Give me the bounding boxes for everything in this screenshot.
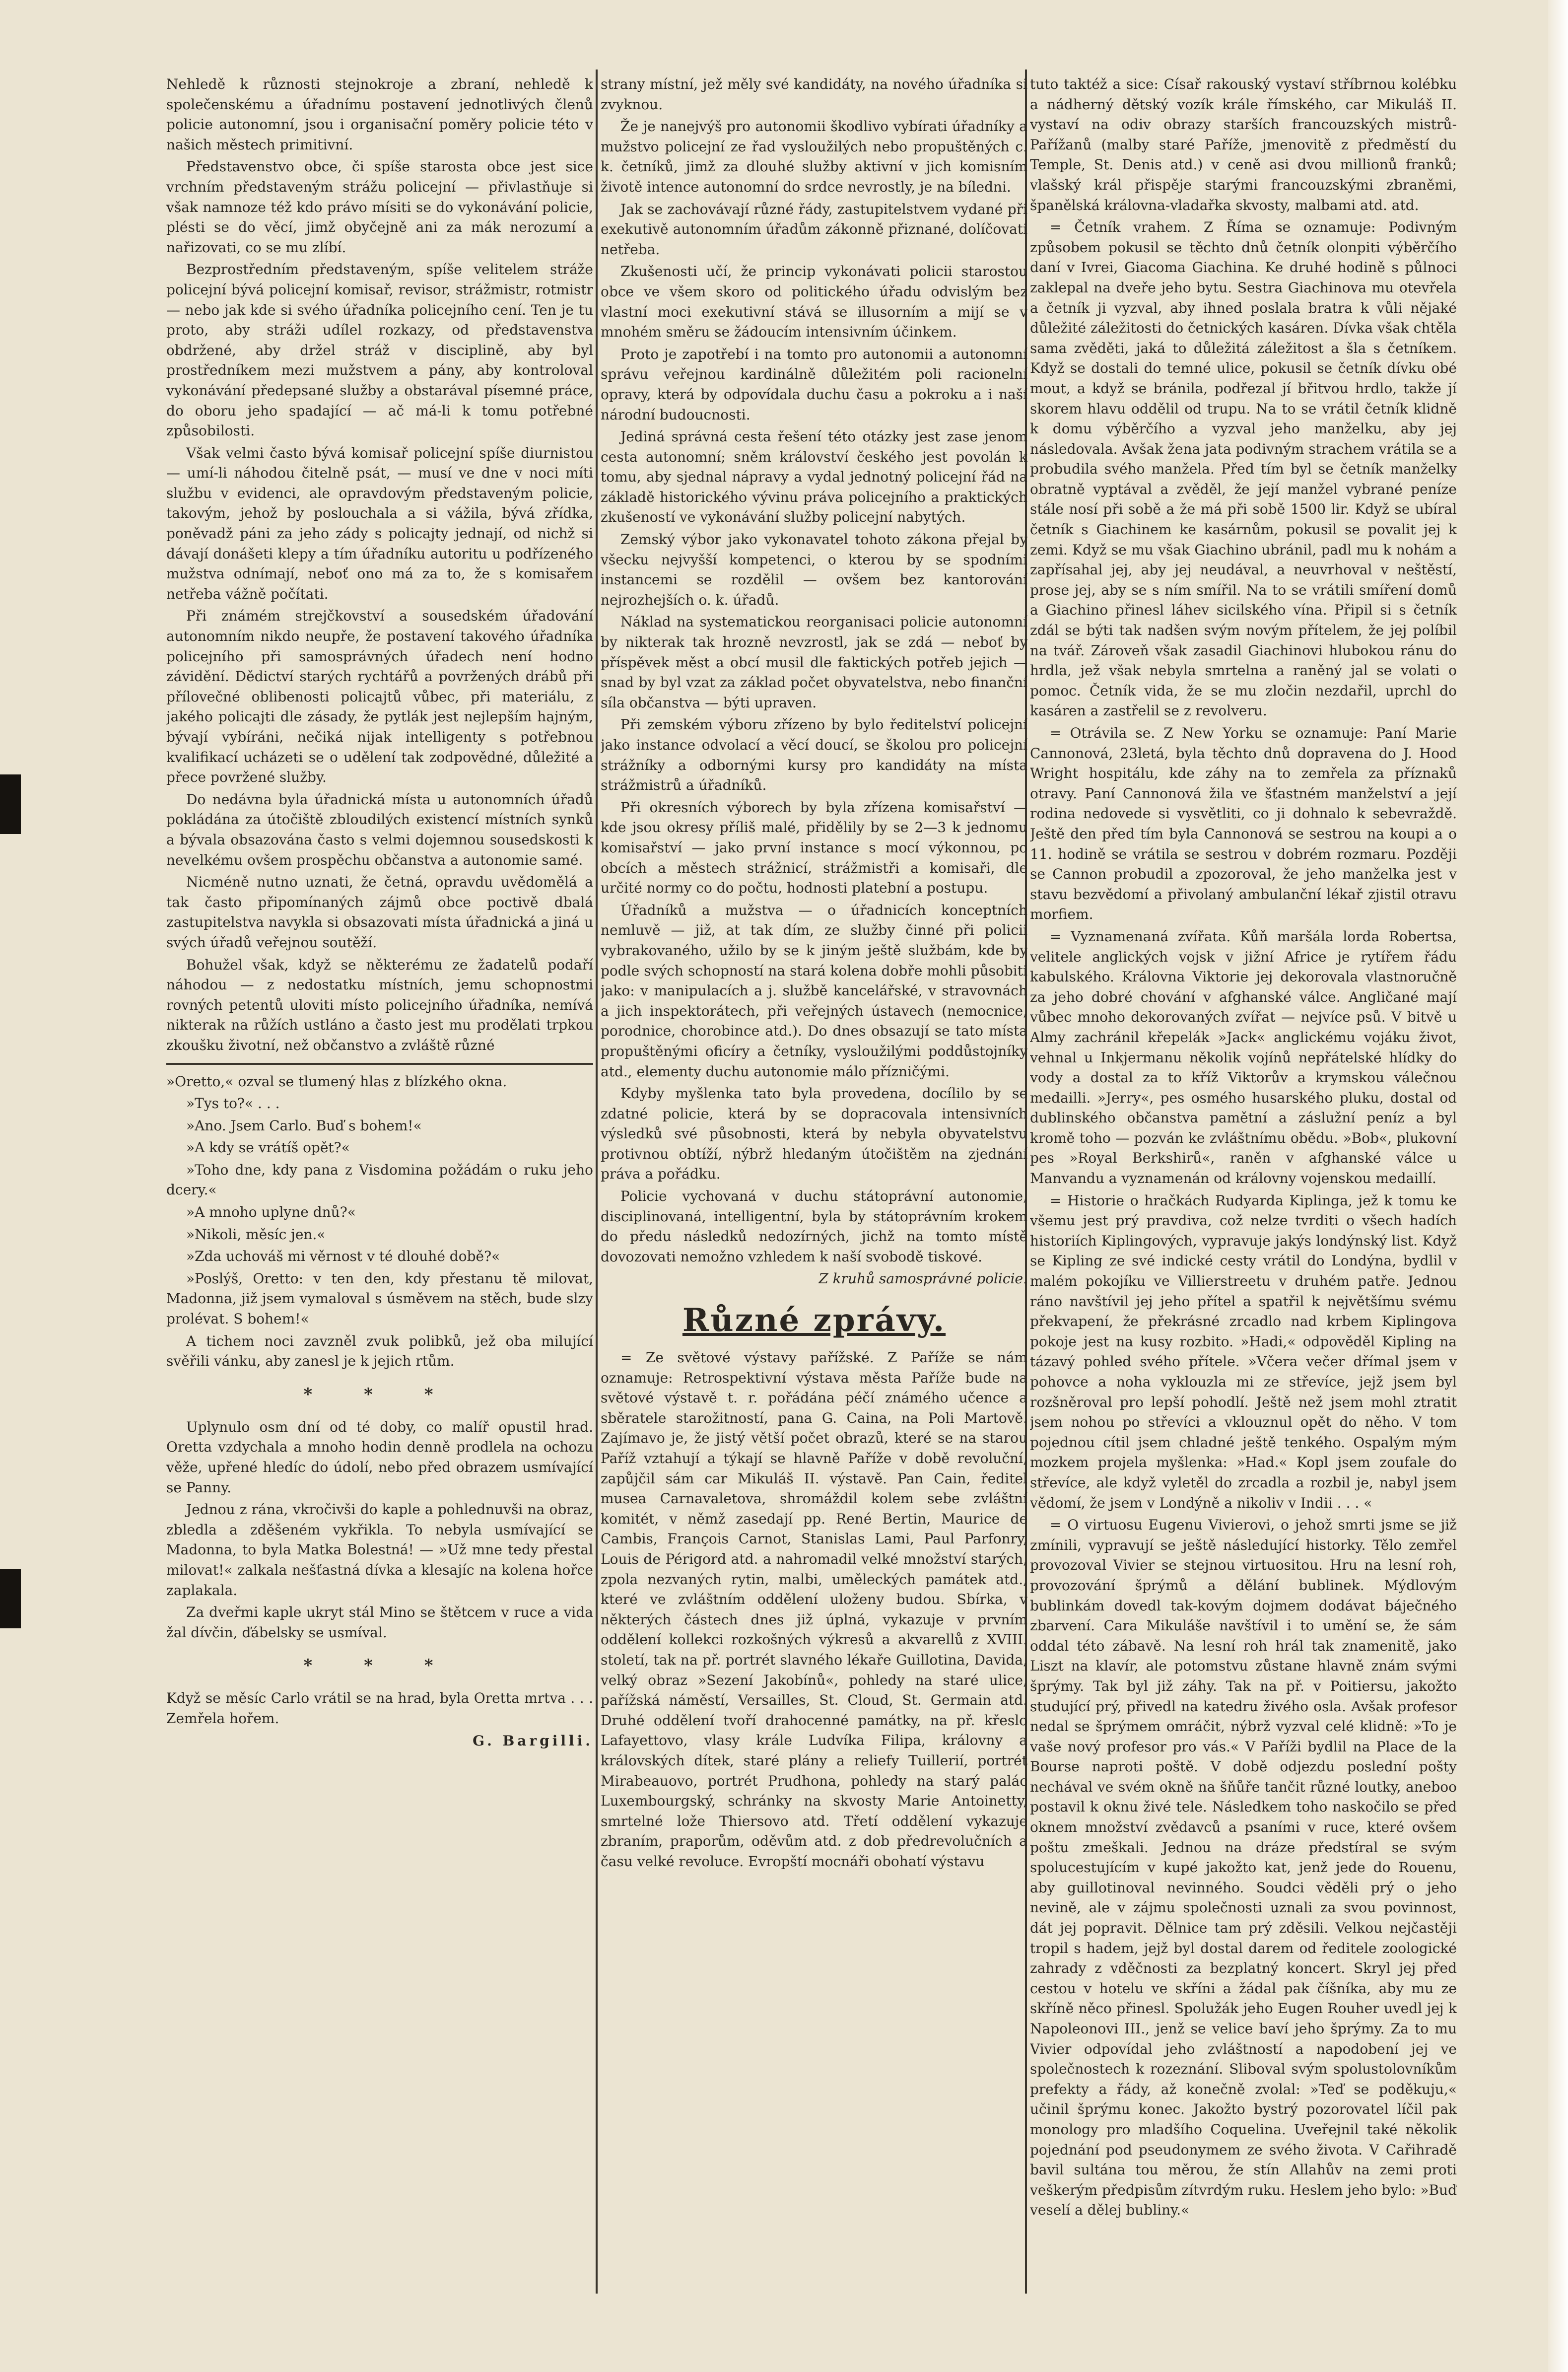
column-right [1030, 74, 1457, 2284]
paragraph: »Toho dne, kdy pana z Visdomina požádám o ruku jeho dcery.« [166, 1161, 593, 1198]
page-edge-mark [0, 774, 21, 834]
paragraph: G. Bargilli. [473, 1732, 593, 1749]
paragraph: = O virtuosu Eugenu Vivierovi, o jehož smrti jsme se již zmínili, vypravují se ještě následující historky. Tělo zemřel provozoval Vivier se stejnou virtuositou. Hru na lesní roh, provozování šprýmů a dělání bublinek. Mýdlovým bublinkám dovedl tak-kovým dojmem dodávat báječného zbarvení. Cara Mikuláše navštívil i to umění se, že sám oddal této zábavě. Na lesní roh hrál tak znamenitě, jako Liszt na klavír, ale potomstvu zůstane hlavně znám svými šprýmy. Tak byl již záhy. Tak na př. v Poitiersu, jakožto studující prý, přivedl na katedru živého osla. Avšak profesor nedal se šprýmem omráčit, nýbrž vyzval celé klidně: »To je vaše nový profesor pro vás.« V Paříži bydlil na Place de la Bourse naproti poště. V době odjezdu poslední pošty nechával ve svém okně na šňůře tančit různé loutky, aneboo postavil k oknu živé tele. Následkem toho naskočilo se před oknem množství zvědavců a psaními v ruce, které ovšem poštu zmeškali. Jednou na dráze předstíral se svým spolucestujícím v kupé jakožto kat, jenž jede do Rouenu, aby guillotinoval nevinného. Soudci věděli prý o jeho nevině, ale v zájmu společnosti uznali za svou povinnost, dát jej popravit. Dělnice tam prý zděsili. Velkou nejčastěji tropil s hadem, jejž byl dostal darem od ředitele zoologické zahrady z vděčnosti za bezplatný koncert. Skryl jej před cestou v hotelu ve skříni a žádal pak číšníka, aby mu ze skříně něco přinesl. Spolužák jeho Eugen Rouher uvedl jej k Napoleonovi III., jenž se velice baví jeho šprýmy. Za to mu Vivier odpovídal jeho zvláštností a napodobení jej ve společnostech k rozeznání. Sliboval svým spolustolovníkům prefekty a řády, až konečně zvolal: »Teď se poděkuju,« učinil šprýmu konec. Jakožto bystrý pozorovatel líčil pak monology pro mladšího Coquelina. Uveřejnil také několik pojednání pod pseudonymem ze svého života. V Cařihradě bavil sultána tou měrou, že stín Allahův na zemi proti veškerým předpisům zítvrdým ruku. Heslem jeho bylo: »Buď veselí a dělej bubliny.« [1030, 1517, 1457, 2219]
paragraph: Náklad na systematickou reorganisaci policie autonomní by nikterak tak hrozně nevzrostl, jak se zdá — neboť by příspěvek měst a obcí musil dle faktických potřeb jejich — snad by byl vzat za základ počet obyvatelstva, nebo finanční síla občanstva — býti upraven. [601, 614, 1027, 711]
paragraph: tuto taktéž a sice: Císař rakouský vystaví stříbrnou kolébku a nádherný dětský vozík krále římského, car Mikuláš II. vystaví na odiv obrazy starších francouzských mistrů-Pařížanů (malby staré Paříže, jmenovitě z předměstí du Temple, St. Denis atd.) v ceně asi dvou millionů franků; vlašský král přispěje starými francouzskými zbraněmi, španělská královna-vladařka skvosty, malbami atd. atd. [1030, 76, 1457, 213]
paragraph: »Tys to?« . . . [186, 1095, 280, 1112]
paragraph: Za dveřmi kaple ukryt stál Mino se štětcem v ruce a vida žal dívčin, ďábelsky se usmíval. [166, 1604, 593, 1641]
paragraph: Do nedávna byla úřadnická místa u autonomních úřadů pokládána za útočiště zbloudilých existencí místních synků a bývala obsazována často s velmi dojemnou sousedskosti k nevelkému ovšem prospěchu občanstva a autonomie samé. [166, 791, 593, 868]
paragraph: Policie vychovaná v duchu státoprávní autonomie, disciplinovaná, intelligentní, byla by státoprávním krokem do předu následků nedozírných, jichž na tomto místě dovozovati nemožno vzhledem k naší svobodě tiskové. [601, 1188, 1027, 1265]
paragraph: »A kdy se vrátíš opět?« [186, 1139, 350, 1156]
paragraph: Nicméně nutno uznati, že četná, opravdu uvědomělá a tak často připomínaných zájmů obce poctivě dbalá zastupitelstva navykla si obsazovati místa úřadnická a jiná u svých úřadů veřejnou soutěží. [166, 874, 593, 951]
paragraph: Z kruhů samosprávné policie. [818, 1270, 1027, 1287]
paragraph: Bohužel však, když se některému ze žadatelů podaří náhodou — z nedostatku místních, jemu schopnostmi rovných petentů uloviti místo policejního úřadníka, nemívá nikterak na růžích ustláno a často jest mu prodělati trpkou zkoušku životní, než občanstvo a zvláště různé [166, 956, 593, 1053]
paragraph: Při zemském výboru zřízeno by bylo ředitelství policejní jako instance odvolací a věcí doucí, se školou pro policejní strážníky a odbornými kursy pro kandidáty na místa strážmistrů a úřadníků. [601, 716, 1027, 794]
page-edge-mark [0, 1569, 21, 1628]
paragraph: Když se měsíc Carlo vrátil se na hrad, byla Oretta mrtva . . . Zemřela hořem. [166, 1690, 593, 1727]
article-police-part2 [601, 74, 1027, 1289]
paragraph: Jak se zachovávají různé řády, zastupitelstvem vydané při exekutivě autonomním úřadům zákonně přiznané, dolíčovati netřeba. [601, 201, 1027, 258]
story-ending [166, 1688, 593, 1751]
column-left [166, 74, 593, 2284]
paragraph: Že je nanejvýš pro autonomii škodlivo vybírati úřadníky a mužstvo policejní ze řad vysloužilých nebo propuštěných c. k. četníků, jimž za dlouhé služby aktivní v jich komisním životě intence autonomní do srdce nevrostly, je na bíledni. [601, 118, 1027, 195]
paragraph: Zkušenosti učí, že princip vykonávati policii starostou obce ve všem skoro od politického úřadu odvislým bez vlastní moci exekutivní stává se illusorním a mijí se v mnohém směru se žádoucím intensivním účinkem. [601, 263, 1027, 341]
story-continuation [166, 1417, 593, 1643]
paragraph: »Zda uchováš mi věrnost v té dlouhé době?« [186, 1248, 500, 1265]
paragraph: Uplynulo osm dní od té doby, co malíř opustil hrad. Oretta vzdychala a mnoho hodin denně prodlela na ochozu věže, upřené hledíc do údolí, nebo před obrazem usmívající se Panny. [166, 1418, 593, 1496]
column-middle [601, 74, 1027, 2284]
article-police-part1 [166, 74, 593, 1056]
paragraph: Však velmi často bývá komisař policejní spíše diurnistou — umí-li náhodou čitelně psát, — musí ve dne v noci míti službu v evidenci, ale opravdovým představeným policie, takovým, jehož by poslouchala a si vážila, bývá zřídka, poněvadž páni za jeho zády s policajty jednají, od nichž si dávají donášeti klepy a tím úřadníku autoritu u podřízeného mužstva odnímají, neboť ono má za to, že s komisařem netřeba vážně počítati. [166, 444, 593, 602]
separator [166, 1063, 593, 1065]
paragraph: Nehledě k různosti stejnokroje a zbraní, nehledě k společenskému a úřadnímu postavení jednotlivých členů policie autonomní, jsou i organisační poměry policie této v našich městech primitivní. [166, 76, 593, 153]
paragraph: Kdyby myšlenka tato byla provedena, docílilo by se zdatné policie, která by se dopracovala intensivních výsledků své působnosti, která by nebyla obyvatelstvu protivnou obtíží, nýbrž hledaným útočištěm na zjednání práva a pořádku. [601, 1085, 1027, 1183]
story-dialogue [166, 1072, 593, 1372]
paragraph: Proto je zapotřebí i na tomto pro autonomii a autonomní správu veřejnou kardinálně důležitém poli racionelní opravy, která by odpovídala duchu času a pokroku a i naší národní budoucnosti. [601, 346, 1027, 423]
paragraph: Při známém strejčkovství a sousedském úřadování autonomním nikdo neupře, že postavení takového úřadníka policejního při samosprávných úřadech není hodno závidění. Dědictví starých rychtářů a povržených drábů při přílovečné oblibenosti policajtů vůbec, při materiálu, z jakého policajti dle zásady, že pytlák jest nejlepším hajným, bývají vybíráni, nečiká nijak intelligenty s potřebnou kvalifikací ucházeti se o udělení tak zodpovědné, důležité a přece povržené služby. [166, 608, 593, 786]
column-rule [596, 70, 598, 2294]
paragraph: »Poslýš, Oretto: v ten den, kdy přestanu tě milovat, Madonna, již jsem vymaloval s úsměvem na stěch, bude slzy prolévat. S bohem!« [166, 1270, 593, 1327]
paragraph: = Otrávila se. Z New Yorku se oznamuje: Paní Marie Cannonová, 23letá, byla těchto dnů dopravena do J. Hood Wright hospitálu, kde záhy na to zemřela za příznaků otravy. Paní Cannonová žila ve šťastném manželství a její rodina nedovede si vysvětliti, co ji dohnalo k sebevraždě. Ještě den před tím byla Cannonová se sestrou na koupi a o 11. hodině se vrátila se sestrou v dobrém rozmaru. Později se Cannon probudil a zpozoroval, že jeho manželka jest v stavu bezvědomí a přivolaný ambulanční lékař zjistil otravu morfiem. [1030, 725, 1457, 923]
paragraph: A tichem noci zavzněl zvuk polibků, jež oba milující svěřili vánku, aby zanesl je k jejich rtům. [166, 1332, 593, 1370]
paragraph: »Nikoli, měsíc jen.« [186, 1226, 326, 1243]
news-items [601, 1348, 1027, 1872]
paragraph: Bezprostředním představeným, spíše velitelem stráže policejní bývá policejní komisař, revisor, strážmistr, rotmistr — nebo jak kde si svého úřadníka policejního cení. Ten je tu proto, aby stráži udílel rozkazy, od představenstva obdržené, aby držel stráž v disciplině, aby byl prostředníkem mezi mužstvem a pány, aby kontroloval vykonávání předepsané služby a obstarával písemné práce, do oboru jeho spadající — ač má-li k tomu potřebné způsobilosti. [166, 261, 593, 439]
news-items-continued [1030, 74, 1457, 2221]
section-stars: * * * [303, 1656, 456, 1676]
paragraph: = Ze světové výstavy pařížské. Z Paříže se nám oznamuje: Retrospektivní výstava města Paříže bude na světové výstavě t. r. pořádána péčí známého učence a sběratele starožitností, pana G. Caina, na Poli Martově. Zajímavo je, že jistý větší počet obrazů, které se na starou Paříž vztahují a týkají se hlavně Paříže v době revoluční, zapůjčil sám car Mikuláš II. výstavě. Pan Cain, ředitel musea Carnavaletova, shromáždil kolem sebe zvláštní komitét, v němž zasedají pp. René Bertin, Maurice de Cambis, François Carnot, Stanislas Lami, Paul Parfonry, Louis de Périgord atd. a nahromadil velké množství starých, zpola nezvaných rytin, malbi, uměleckých památek atd., které ve zvláštním oddělení uloženy budou. Sbírka, v některých částech dnes již úplná, vykazuje v prvním oddělení kollekci rozkošných výkresů a akvarellů z XVIII. století, tak na př. portrét slavného lékaře Guillotina, Davida, velký obraz »Sezení Jakobínů«, pohledy na staré ulice, pařížská náměstí, Versailles, St. Cloud, St. Germain atd. Druhé oddělení tvoří drahocenné památky, na př. křeslo Lafayettovo, vlasy krále Ludvíka Filipa, královny a královských dítek, staré plány a reliefy Tuillerií, portrét Mirabeauovo, portrét Prudhona, pohledy na starý palác Luxembourgský, schránky na skvosty Marie Antoinetty, smrtelné lože Thiersovo atd. Třetí oddělení vykazuje zbraním, praporům, oděvům atd. z dob předrevolučních a času velké revoluce. Evropští mocnáři obohatí výstavu [601, 1349, 1027, 1870]
paragraph: Při okresních výborech by byla zřízena komisařství — kde jsou okresy příliš malé, přidělily by se 2—3 k jednomu komisařství — jako první instance s mocí výkonnou, po obcích a městech strážnicí, strážmistři a komisaři, dle určité normy co do počtu, hodnosti platební a postupu. [601, 799, 1027, 897]
paragraph: = Historie o hračkách Rudyarda Kiplinga, jež k tomu ke všemu jest prý pravdiva, což nelze tvrditi o všech hadích historiích Kiplingových, vypravuje jakýs londýnský list. Když se Kipling ze své indické cesty vrátil do Londýna, bydlil v malém pokojíku ve Villierstreetu v druhém patře. Jednou ráno navštívil jej jeho přítel a spatřil k největšímu svému překvapení, že překrásné zrcadlo nad krbem Kiplingova pokoje jest na kusy rozbito. »Hadi,« odpověděl Kipling na tázavý pohled svého přítele. »Včera večer dřímal jsem v pohovce a noha vyklouzla mi ze střevíce, jejž jsem byl rozšněroval pro lepší pohodlí. Ještě než jsem mohl ztratit jsem nohou po střevíci a vklouznul opět do něho. V tom pojednou cítil jsem chladné ještě tenkého. Ospalým mým mozkem projela myšlenka: »Had.« Kopl jsem zoufale do střevíce, ale když vyletěl do zrcadla a rozbil je, nabyl jsem vědomí, že jsem v Londýně a nikoliv v Indii . . . « [1030, 1192, 1457, 1511]
paragraph: »Oretto,« ozval se tlumený hlas z blízkého okna. [166, 1073, 507, 1090]
paragraph: Jediná správná cesta řešení této otázky jest zase jenom cesta autonomní; sněm království českého jest povolán k tomu, aby sjednal nápravy a vydal jednotný policejní řád na základě historického vývinu práva policejního a praktických zkušeností ve vykonávání služby policejní nabytých. [601, 428, 1027, 526]
section-title: Různé zprávy. [682, 1302, 946, 1339]
paragraph: Představenstvo obce, či spíše starosta obce jest sice vrchním představeným strážu policejní — přivlastňuje si však namnoze též kdo právo mísiti se do vykonávání policie, plésti se do věcí, jimž obyčejně ani za mák nerozumí a nařizovati, co se mu zlíbí. [166, 158, 593, 256]
page-edge [1548, 0, 1568, 2372]
paragraph: = Vyznamenaná zvířata. Kůň maršála lorda Robertsa, velitele anglických vojsk v jižní Africe je rytířem řádu kabulského. Královna Viktorie jej dekorovala vlastnoručně za jeho dobré chování v afghanské válce. Angličané mají vůbec mnoho dekorovaných zvířat — nejvíce psů. V bitvě u Almy zachránil křepelák »Jack« anglickému vojáku život, vehnal u Inkjermanu několik vojínů nepřátelské hlídky do vody a dostal za to kříž Viktorův a krymskou válečnou medailli. »Jerry«, pes osmého husarského pluku, dostal od dublinského občanstva pamětní a záslužní peníz a byl kromě toho — pozván ke zvláštnímu obědu. »Bob«, plukovní pes »Royal Berkshirů«, raněn v afghanské válce u Manvandu a vyznamenán od královny vojenskou medaillí. [1030, 928, 1457, 1187]
paragraph: = Četník vrahem. Z Říma se oznamuje: Podivným způsobem pokusil se těchto dnů četník olonpiti výběrčího daní v Ivrei, Giacoma Giachina. Ke druhé hodině s půlnoci zaklepal na dveře jeho bytu. Sestra Giachinova mu otevřela a četník ji vyzval, aby ihned poslala bratra k vůli nějaké důležité záležitosti do četnických kasáren. Dívka však chtěla sama zvěděti, jaká to důležitá záležitost a šla s četníkem. Když se dostali do temné ulice, pokusil se četník dívku obé mout, a když se bránila, podřezal jí břitvou hrdlo, takže jí skorem hlavu oddělil od trupu. Na to se vrátil četník klidně k domu výběrčího a vyzval jeho manželku, aby jej následovala. Avšak žena jata podivným strachem vrátila se a probudila svého manžela. Před tím byl se četník manželky obratně vyptával a zvěděl, že její manžel vybrané peníze stále nosí při sobě a že má při sobě 1500 lir. Když se ubíral četník s Giachinem ke kasárnům, pokusil se povalit jej k zemi. Když se mu však Giachino ubránil, padl mu k nohám a zapřísahal jej, aby jej neudával, a neuvrhoval v neštěstí, prose jej, aby se s ním smířil. Na to se vrátili smíření domů a Giachino přinesl láhev sicilského vína. Připil si s četník zdál se býti tak nadšen svým novým přítelem, že jej políbil na tvář. Zároveň však zasadil Giachinovi hlubokou ránu do hrdla, jež však nebyla smrtelna a raněný jal se volati o pomoc. Četník vida, že se mu zločin nezdařil, uprchl do kasáren a zastřelil se z revolveru. [1030, 219, 1457, 719]
section-stars: * * * [303, 1384, 456, 1404]
paragraph: Úřadníků a mužstva — o úřadnicích konceptních nemluvě — již, at tak dím, ze služby činné při policii vybrakovaného, užilo by se k jiným ještě službám, kde by podle svých schopností na stará kolena dobře mohli působiti jako: v manipulacích a j. službě kancelářské, v stravovnách a jich inspektorátech, při veřejných ústavech (nemocnice, porodnice, chorobince atd.). Do dnes obsazují se tato místa propuštěnými oficíry a četníky, vysloužilými poddůstojníky atd., elementy duchu autonomie málo přízničými. [601, 902, 1027, 1080]
paragraph: »Ano. Jsem Carlo. Buď s bohem!« [186, 1117, 422, 1134]
paragraph: strany místní, jež měly své kandidáty, na nového úřadníka si zvyknou. [601, 76, 1027, 113]
paragraph: Zemský výbor jako vykonavatel tohoto zákona přejal by všecku nejvyšší kompetenci, o kterou by se spodními instancemi se rozdělil — ovšem bez kantorování nejrozhejších o. k. úřadů. [601, 531, 1027, 608]
paragraph: Jednou z rána, vkročivši do kaple a pohlednuvši na obraz, zbledla a zděšeném vykřikla. To nebyla usmívající se Madonna, to byla Matka Bolestná! — »Už mne tedy přestal milovat!« zalkala nešťastná dívka a klesajíc na kolena hořce zaplakala. [166, 1501, 593, 1599]
paragraph: »A mnoho uplyne dnů?« [186, 1204, 356, 1221]
